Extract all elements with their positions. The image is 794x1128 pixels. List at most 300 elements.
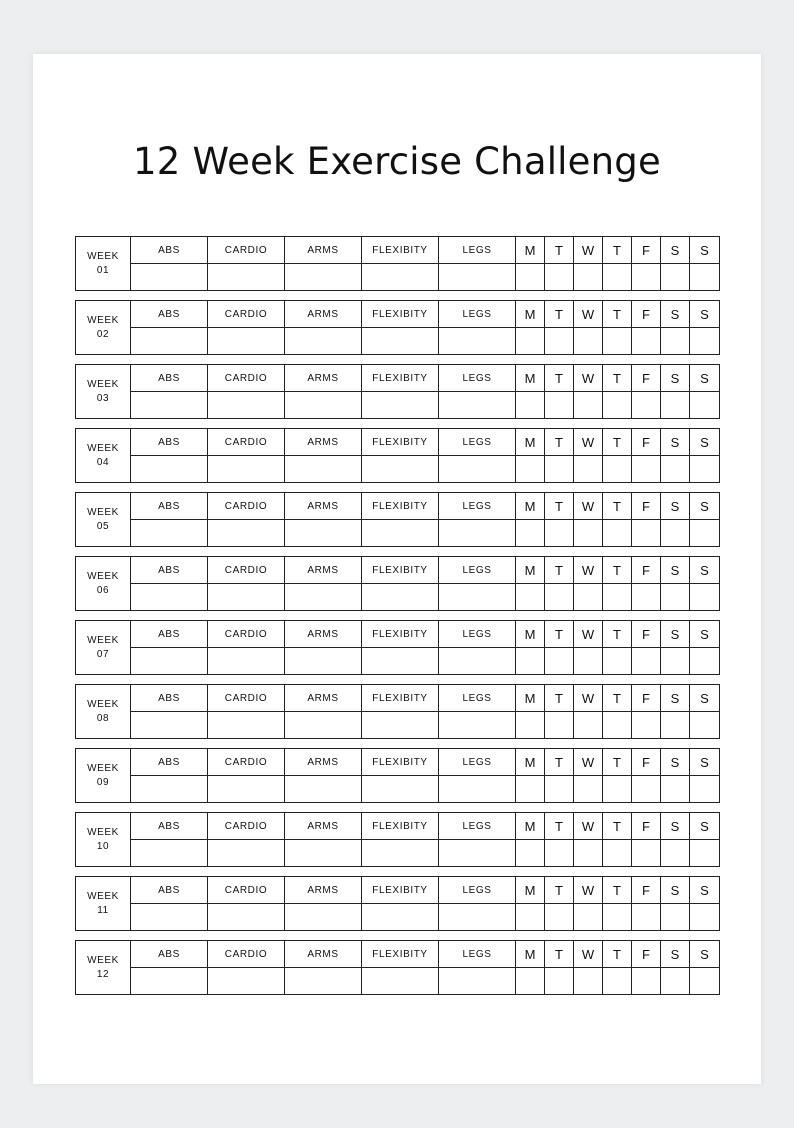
day-header: M [516, 749, 545, 776]
day-check-cell[interactable] [661, 520, 690, 547]
week-word: WEEK [87, 634, 119, 646]
category-entry-cell[interactable] [362, 712, 439, 739]
category-entry-cell[interactable] [362, 264, 439, 291]
category-entry-cell[interactable] [439, 584, 516, 611]
category-entry-cell[interactable] [208, 392, 285, 419]
day-check-cell[interactable] [574, 648, 603, 675]
day-header: W [574, 813, 603, 840]
day-check-cell[interactable] [632, 712, 661, 739]
category-header: FLEXIBITY [362, 621, 439, 648]
week-entry-row [76, 712, 720, 739]
day-check-cell[interactable] [516, 648, 545, 675]
category-header: CARDIO [208, 301, 285, 328]
category-header: FLEXIBITY [362, 941, 439, 968]
day-header: F [632, 493, 661, 520]
day-header: T [545, 685, 574, 712]
category-header: LEGS [439, 237, 516, 264]
day-header: S [690, 877, 720, 904]
day-check-cell[interactable] [516, 264, 545, 291]
week-entry-row [76, 968, 720, 995]
day-check-cell[interactable] [603, 584, 632, 611]
week-number: 10 [96, 840, 110, 852]
day-header: W [574, 429, 603, 456]
day-check-cell[interactable] [545, 520, 574, 547]
category-entry-cell[interactable] [285, 776, 362, 803]
category-entry-cell[interactable] [439, 712, 516, 739]
category-entry-cell[interactable] [131, 584, 208, 611]
day-header: S [661, 493, 690, 520]
day-check-cell[interactable] [661, 456, 690, 483]
day-check-cell[interactable] [516, 584, 545, 611]
day-check-cell[interactable] [545, 648, 574, 675]
day-check-cell[interactable] [632, 264, 661, 291]
day-check-cell[interactable] [690, 840, 720, 867]
day-check-cell[interactable] [632, 456, 661, 483]
category-entry-cell[interactable] [362, 392, 439, 419]
day-check-cell[interactable] [545, 392, 574, 419]
day-header: F [632, 557, 661, 584]
category-entry-cell[interactable] [208, 904, 285, 931]
category-entry-cell[interactable] [439, 392, 516, 419]
weeks-container [75, 236, 719, 1004]
week-table [75, 684, 720, 739]
day-check-cell[interactable] [632, 840, 661, 867]
category-header: ABS [131, 301, 208, 328]
day-header: T [545, 877, 574, 904]
day-header: T [545, 301, 574, 328]
day-header: T [603, 429, 632, 456]
week-word: WEEK [87, 250, 119, 262]
category-entry-cell[interactable] [131, 776, 208, 803]
day-header: S [690, 557, 720, 584]
day-check-cell[interactable] [574, 328, 603, 355]
day-check-cell[interactable] [574, 392, 603, 419]
day-check-cell[interactable] [574, 264, 603, 291]
day-check-cell[interactable] [545, 328, 574, 355]
category-entry-cell[interactable] [208, 712, 285, 739]
category-entry-cell[interactable] [131, 904, 208, 931]
category-header: LEGS [439, 493, 516, 520]
category-entry-cell[interactable] [362, 328, 439, 355]
day-check-cell[interactable] [574, 840, 603, 867]
week-word: WEEK [87, 762, 119, 774]
week-entry-row [76, 648, 720, 675]
category-entry-cell[interactable] [439, 840, 516, 867]
week-header-row [76, 877, 720, 904]
day-check-cell[interactable] [574, 968, 603, 995]
week-table [75, 620, 720, 675]
category-entry-cell[interactable] [131, 840, 208, 867]
week-label [76, 237, 131, 291]
week-number: 03 [96, 392, 110, 404]
category-header: CARDIO [208, 749, 285, 776]
day-header: F [632, 813, 661, 840]
day-header: W [574, 301, 603, 328]
category-header: ARMS [285, 877, 362, 904]
day-check-cell[interactable] [545, 968, 574, 995]
category-entry-cell[interactable] [439, 328, 516, 355]
category-header: ARMS [285, 493, 362, 520]
day-check-cell[interactable] [690, 904, 720, 931]
day-header: S [661, 237, 690, 264]
day-header: M [516, 813, 545, 840]
category-header: LEGS [439, 813, 516, 840]
day-header: S [661, 813, 690, 840]
category-header: CARDIO [208, 365, 285, 392]
day-check-cell[interactable] [690, 264, 720, 291]
category-header: FLEXIBITY [362, 877, 439, 904]
week-entry-row [76, 328, 720, 355]
day-check-cell[interactable] [516, 392, 545, 419]
day-check-cell[interactable] [574, 456, 603, 483]
category-header: ARMS [285, 813, 362, 840]
day-header: M [516, 365, 545, 392]
day-check-cell[interactable] [661, 904, 690, 931]
day-header: W [574, 621, 603, 648]
category-header: LEGS [439, 749, 516, 776]
day-header: T [545, 365, 574, 392]
day-check-cell[interactable] [661, 648, 690, 675]
day-check-cell[interactable] [632, 776, 661, 803]
week-header-row [76, 301, 720, 328]
category-entry-cell[interactable] [439, 456, 516, 483]
day-header: T [603, 685, 632, 712]
week-number: 12 [96, 968, 110, 980]
week-entry-row [76, 456, 720, 483]
day-check-cell[interactable] [603, 776, 632, 803]
category-entry-cell[interactable] [439, 264, 516, 291]
category-entry-cell[interactable] [285, 904, 362, 931]
category-header: ABS [131, 365, 208, 392]
day-check-cell[interactable] [516, 328, 545, 355]
category-entry-cell[interactable] [208, 840, 285, 867]
day-header: T [603, 301, 632, 328]
day-check-cell[interactable] [603, 648, 632, 675]
category-entry-cell[interactable] [285, 456, 362, 483]
category-entry-cell[interactable] [362, 456, 439, 483]
category-header: ABS [131, 941, 208, 968]
week-table [75, 940, 720, 995]
category-header: ABS [131, 813, 208, 840]
day-check-cell[interactable] [661, 584, 690, 611]
day-header: T [603, 813, 632, 840]
category-entry-cell[interactable] [285, 840, 362, 867]
day-header: M [516, 685, 545, 712]
category-header: ABS [131, 621, 208, 648]
day-check-cell[interactable] [603, 712, 632, 739]
week-entry-row [76, 520, 720, 547]
day-check-cell[interactable] [690, 328, 720, 355]
day-header: M [516, 941, 545, 968]
day-header: T [603, 557, 632, 584]
week-header-row [76, 429, 720, 456]
category-header: LEGS [439, 621, 516, 648]
day-check-cell[interactable] [516, 456, 545, 483]
category-header: LEGS [439, 941, 516, 968]
category-header: ARMS [285, 749, 362, 776]
category-entry-cell[interactable] [208, 520, 285, 547]
day-check-cell[interactable] [690, 648, 720, 675]
category-entry-cell[interactable] [208, 264, 285, 291]
category-header: ABS [131, 685, 208, 712]
category-header: FLEXIBITY [362, 749, 439, 776]
day-check-cell[interactable] [603, 264, 632, 291]
week-number: 06 [96, 584, 110, 596]
week-number: 09 [96, 776, 110, 788]
category-entry-cell[interactable] [362, 584, 439, 611]
day-check-cell[interactable] [516, 840, 545, 867]
week-label [76, 557, 131, 611]
day-check-cell[interactable] [632, 328, 661, 355]
day-header: F [632, 621, 661, 648]
week-table [75, 876, 720, 931]
day-check-cell[interactable] [574, 584, 603, 611]
day-check-cell[interactable] [545, 264, 574, 291]
day-check-cell[interactable] [603, 840, 632, 867]
week-table [75, 556, 720, 611]
category-entry-cell[interactable] [208, 584, 285, 611]
day-check-cell[interactable] [661, 776, 690, 803]
week-word: WEEK [87, 442, 119, 454]
day-header: S [661, 877, 690, 904]
category-entry-cell[interactable] [285, 968, 362, 995]
day-check-cell[interactable] [632, 904, 661, 931]
week-table [75, 236, 720, 291]
day-check-cell[interactable] [574, 776, 603, 803]
day-header: W [574, 365, 603, 392]
day-check-cell[interactable] [603, 456, 632, 483]
day-check-cell[interactable] [661, 392, 690, 419]
week-header-row [76, 557, 720, 584]
category-entry-cell[interactable] [208, 776, 285, 803]
category-entry-cell[interactable] [131, 520, 208, 547]
category-entry-cell[interactable] [131, 968, 208, 995]
day-header: M [516, 493, 545, 520]
week-table [75, 364, 720, 419]
day-check-cell[interactable] [690, 392, 720, 419]
day-header: M [516, 237, 545, 264]
day-header: W [574, 493, 603, 520]
category-entry-cell[interactable] [208, 328, 285, 355]
day-check-cell[interactable] [545, 456, 574, 483]
category-header: CARDIO [208, 685, 285, 712]
category-entry-cell[interactable] [439, 968, 516, 995]
category-entry-cell[interactable] [362, 968, 439, 995]
category-header: FLEXIBITY [362, 365, 439, 392]
category-header: FLEXIBITY [362, 557, 439, 584]
category-entry-cell[interactable] [439, 776, 516, 803]
category-entry-cell[interactable] [131, 392, 208, 419]
week-number: 01 [96, 264, 110, 276]
day-header: W [574, 557, 603, 584]
day-header: F [632, 301, 661, 328]
day-check-cell[interactable] [603, 520, 632, 547]
category-header: ABS [131, 429, 208, 456]
day-check-cell[interactable] [545, 904, 574, 931]
week-header-row [76, 237, 720, 264]
category-header: ABS [131, 237, 208, 264]
category-entry-cell[interactable] [131, 712, 208, 739]
week-header-row [76, 749, 720, 776]
week-number: 05 [96, 520, 110, 532]
day-header: T [603, 941, 632, 968]
day-header: W [574, 237, 603, 264]
day-header: S [661, 365, 690, 392]
day-check-cell[interactable] [632, 584, 661, 611]
day-check-cell[interactable] [545, 776, 574, 803]
week-label [76, 429, 131, 483]
day-check-cell[interactable] [603, 904, 632, 931]
week-label [76, 365, 131, 419]
category-header: LEGS [439, 301, 516, 328]
page-title: 12 Week Exercise Challenge [133, 140, 661, 183]
week-number: 11 [97, 904, 109, 916]
week-number: 08 [96, 712, 110, 724]
week-entry-row [76, 392, 720, 419]
day-check-cell[interactable] [516, 712, 545, 739]
category-header: ARMS [285, 237, 362, 264]
category-header: ARMS [285, 429, 362, 456]
day-check-cell[interactable] [661, 712, 690, 739]
day-check-cell[interactable] [690, 584, 720, 611]
category-entry-cell[interactable] [285, 328, 362, 355]
category-entry-cell[interactable] [131, 264, 208, 291]
day-check-cell[interactable] [545, 840, 574, 867]
week-entry-row [76, 584, 720, 611]
category-entry-cell[interactable] [362, 776, 439, 803]
day-header: T [603, 877, 632, 904]
category-entry-cell[interactable] [285, 392, 362, 419]
category-entry-cell[interactable] [362, 840, 439, 867]
category-entry-cell[interactable] [439, 904, 516, 931]
category-header: LEGS [439, 429, 516, 456]
week-header-row [76, 813, 720, 840]
category-entry-cell[interactable] [208, 968, 285, 995]
day-check-cell[interactable] [574, 904, 603, 931]
category-entry-cell[interactable] [439, 648, 516, 675]
category-header: LEGS [439, 877, 516, 904]
category-entry-cell[interactable] [285, 712, 362, 739]
day-header: T [545, 749, 574, 776]
day-check-cell[interactable] [516, 904, 545, 931]
week-table [75, 428, 720, 483]
category-header: ARMS [285, 941, 362, 968]
day-header: W [574, 749, 603, 776]
category-entry-cell[interactable] [362, 648, 439, 675]
category-entry-cell[interactable] [285, 264, 362, 291]
day-check-cell[interactable] [603, 392, 632, 419]
category-header: LEGS [439, 365, 516, 392]
day-check-cell[interactable] [516, 520, 545, 547]
day-check-cell[interactable] [545, 712, 574, 739]
week-label [76, 749, 131, 803]
day-header: T [545, 813, 574, 840]
category-entry-cell[interactable] [362, 904, 439, 931]
week-entry-row [76, 904, 720, 931]
day-check-cell[interactable] [690, 712, 720, 739]
category-entry-cell[interactable] [362, 520, 439, 547]
day-header: S [661, 429, 690, 456]
week-number: 02 [96, 328, 110, 340]
category-header: FLEXIBITY [362, 813, 439, 840]
day-header: M [516, 877, 545, 904]
day-header: F [632, 365, 661, 392]
week-header-row [76, 621, 720, 648]
day-check-cell[interactable] [661, 968, 690, 995]
day-check-cell[interactable] [632, 392, 661, 419]
day-check-cell[interactable] [516, 968, 545, 995]
day-check-cell[interactable] [603, 968, 632, 995]
day-header: T [545, 429, 574, 456]
week-header-row [76, 365, 720, 392]
week-header-row [76, 685, 720, 712]
day-header: T [545, 493, 574, 520]
week-table [75, 748, 720, 803]
day-check-cell[interactable] [661, 264, 690, 291]
week-table [75, 812, 720, 867]
week-label [76, 941, 131, 995]
day-check-cell[interactable] [632, 968, 661, 995]
day-check-cell[interactable] [661, 840, 690, 867]
day-header: F [632, 685, 661, 712]
day-check-cell[interactable] [661, 328, 690, 355]
day-check-cell[interactable] [574, 712, 603, 739]
week-entry-row [76, 776, 720, 803]
day-check-cell[interactable] [690, 456, 720, 483]
category-header: CARDIO [208, 621, 285, 648]
day-header: S [661, 941, 690, 968]
category-entry-cell[interactable] [208, 648, 285, 675]
category-entry-cell[interactable] [208, 456, 285, 483]
day-check-cell[interactable] [603, 328, 632, 355]
category-header: FLEXIBITY [362, 237, 439, 264]
category-header: FLEXIBITY [362, 301, 439, 328]
day-check-cell[interactable] [632, 520, 661, 547]
day-header: T [603, 749, 632, 776]
day-check-cell[interactable] [690, 968, 720, 995]
week-word: WEEK [87, 570, 119, 582]
week-label [76, 493, 131, 547]
day-check-cell[interactable] [632, 648, 661, 675]
category-entry-cell[interactable] [285, 520, 362, 547]
day-check-cell[interactable] [574, 520, 603, 547]
category-entry-cell[interactable] [131, 456, 208, 483]
week-entry-row [76, 840, 720, 867]
category-entry-cell[interactable] [285, 584, 362, 611]
category-entry-cell[interactable] [131, 328, 208, 355]
day-check-cell[interactable] [516, 776, 545, 803]
day-check-cell[interactable] [690, 776, 720, 803]
category-entry-cell[interactable] [131, 648, 208, 675]
week-entry-row [76, 264, 720, 291]
category-header: LEGS [439, 685, 516, 712]
day-header: S [661, 749, 690, 776]
category-entry-cell[interactable] [439, 520, 516, 547]
week-label [76, 301, 131, 355]
week-label [76, 877, 131, 931]
category-header: ARMS [285, 557, 362, 584]
day-header: S [690, 493, 720, 520]
day-header: W [574, 877, 603, 904]
day-check-cell[interactable] [690, 520, 720, 547]
week-word: WEEK [87, 826, 119, 838]
category-header: ABS [131, 557, 208, 584]
category-entry-cell[interactable] [285, 648, 362, 675]
day-header: T [545, 941, 574, 968]
week-header-row [76, 493, 720, 520]
category-header: FLEXIBITY [362, 493, 439, 520]
day-check-cell[interactable] [545, 584, 574, 611]
